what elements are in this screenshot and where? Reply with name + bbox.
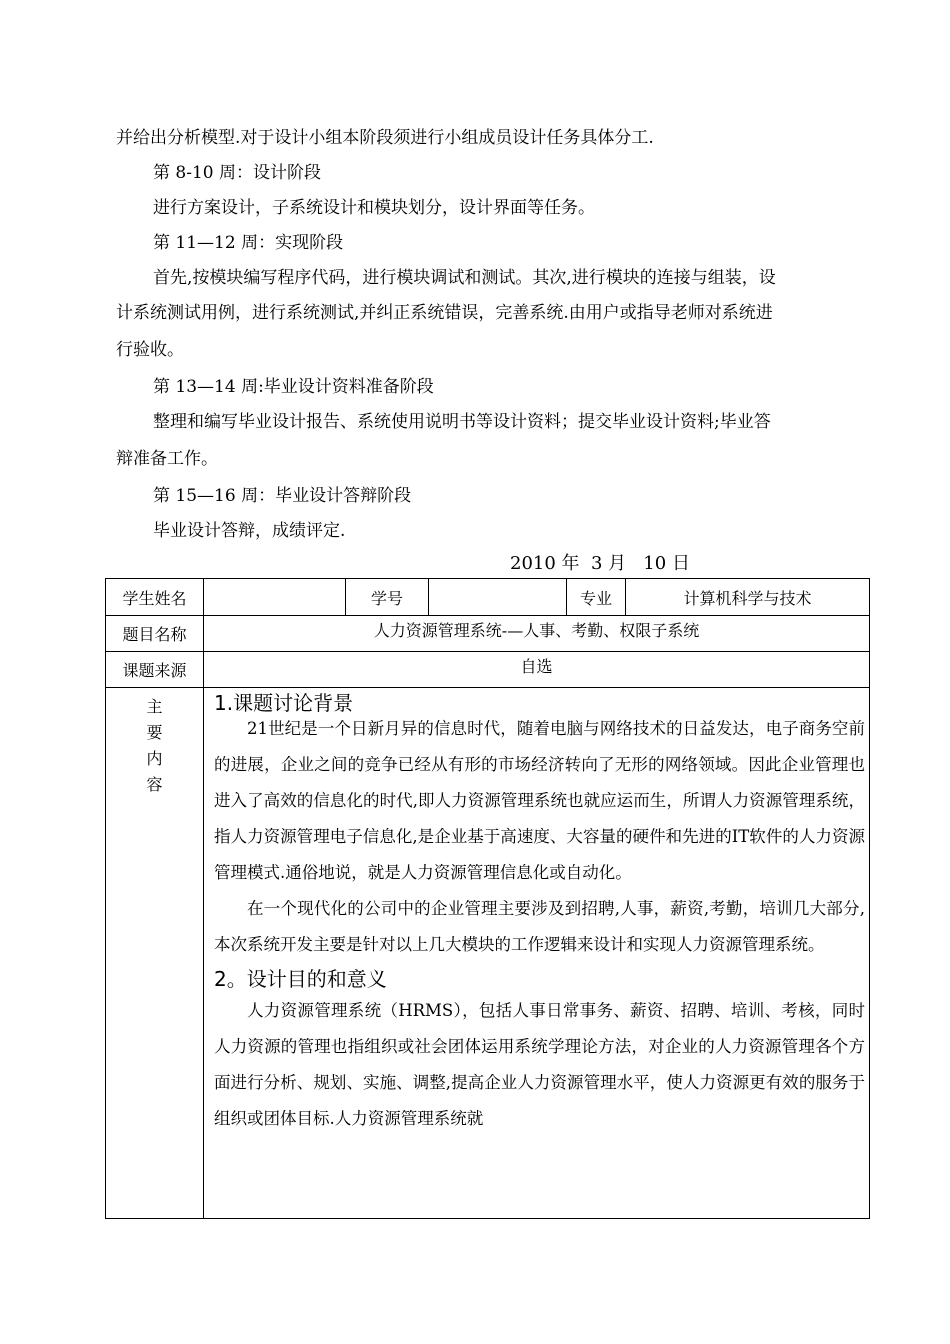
main-content-label-char: 主 [146, 697, 163, 716]
section-1-paragraph-2: 在一个现代化的公司中的企业管理主要涉及到招聘,人事，薪资,考勤，培训几大部分,本次系统开发主要是针对以上几大模块的工作逻辑来设计和实现人力资源管理系统。 [214, 899, 865, 954]
source-value: 自选 [204, 652, 870, 688]
section-1-paragraph-1: 21世纪是一个日新月异的信息时代，随着电脑与网络技术的日益发达，电子商务空前的进展，企业之间的竞争已经从有形的市场经济转向了无形的网络领域。因此企业管理也进入了高效的信息化的时代,即人力资源管理系统也就应运而生，所谓人力资源管理系统，指人力资源管理电子信息化,是企业基于高速度、大容量的硬件和先进的IT软件的人力资源管理模式.通俗地说，就是人力资源管理信息化或自动化。 [214, 719, 865, 882]
section-2-paragraph-1: 人力资源管理系统（HRMS），包括人事日常事务、薪资、招聘、培训、考核，同时人力资源的管理也指组织或社会团体运用系统学理论方法，对企业的人力资源管理各个方面进行分析、规划、实施、调整,提高企业人力资源管理水平，使人力资源更有效的服务于组织或团体目标.人力资源管理系统就 [214, 1001, 865, 1128]
student-name-value [204, 579, 346, 616]
source-label: 课题来源 [106, 652, 204, 688]
major-value: 计算机科学与技术 [626, 579, 870, 616]
intro-line-6: 计系统测试用例，进行系统测试,并纠正系统错误，完善系统.由用户或指导老师对系统进 [116, 303, 773, 323]
intro-line-4: 第 11—12 周：实现阶段 [153, 233, 344, 253]
topic-label: 题目名称 [106, 616, 204, 652]
intro-line-7: 行验收。 [116, 340, 184, 360]
section-2-heading: 2。设计目的和意义 [214, 967, 387, 991]
intro-line-1: 并给出分析模型.对于设计小组本阶段须进行小组成员设计任务具体分工. [116, 128, 654, 148]
major-label: 专业 [567, 579, 626, 616]
main-content-label-char: 要 [146, 723, 163, 742]
main-content-body [204, 688, 870, 1219]
main-content-label-char: 容 [146, 775, 163, 794]
intro-line-9: 整理和编写毕业设计报告、系统使用说明书等设计资料；提交毕业设计资料;毕业答 [153, 412, 771, 432]
thesis-task-form [105, 578, 870, 1219]
student-id-value [429, 579, 567, 616]
intro-line-8: 第 13—14 周:毕业设计资料准备阶段 [153, 377, 434, 397]
section-1-heading: 1.课题讨论背景 [214, 691, 354, 715]
main-content-label [106, 688, 204, 1219]
main-content-label-char: 内 [146, 749, 163, 768]
intro-line-3: 进行方案设计，子系统设计和模块划分，设计界面等任务。 [153, 198, 595, 218]
student-id-label: 学号 [346, 579, 429, 616]
topic-value: 人力资源管理系统-—人事、考勤、权限子系统 [204, 616, 870, 652]
intro-line-11: 第 15—16 周：毕业设计答辩阶段 [153, 486, 412, 506]
form-date: 2010 年 3 月 10 日 [510, 553, 690, 574]
intro-line-2: 第 8-10 周：设计阶段 [153, 163, 321, 183]
student-name-label: 学生姓名 [106, 579, 204, 616]
intro-line-5: 首先,按模块编写程序代码，进行模块调试和测试。其次,进行模块的连接与组装，设 [153, 268, 776, 288]
intro-line-10: 辩准备工作。 [116, 449, 218, 469]
intro-line-12: 毕业设计答辩，成绩评定. [153, 521, 346, 541]
